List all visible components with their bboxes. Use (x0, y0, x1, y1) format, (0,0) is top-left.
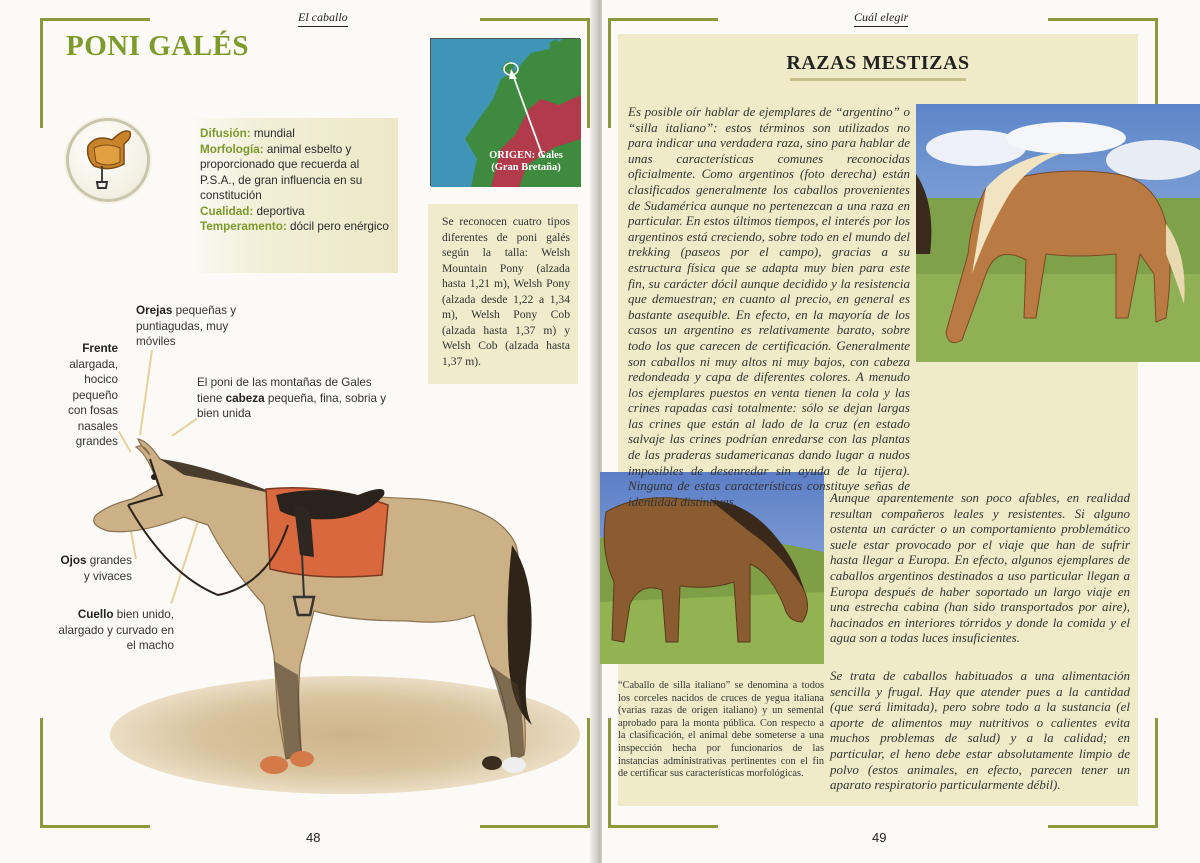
annotation-orejas: Orejas pequeñas y puntiagudas, muy móviles (136, 304, 237, 348)
annotation-cabeza: El poni de las montañas de Gales tiene cabeza pequeña, fina, sobria y bien unida (197, 376, 387, 420)
page-number-right: 49 (872, 830, 887, 845)
photo-argentino-horse (916, 104, 1200, 362)
page-number-left: 48 (306, 830, 321, 845)
saddle-icon (66, 118, 150, 202)
photo-caption: “Caballo de silla italiano” se denomina a todos los corceles nacidos de cruces de yegua italiana (varias razas de origen italiano) y un semental aprobado para la monta pública. Con respecto a la clasificación, el animal debe someterse a una inspección hecha por funcionarios de las instancias administrativas pertinentes con el fin de certificar sus características morfológicas. (618, 680, 824, 780)
annotation-ojos: Ojos grandes y vivaces (60, 554, 132, 583)
annotation-cuello: Cuello bien unido, alargado y curvado en el macho (58, 608, 174, 652)
annotation-frente: Frente alargada, hocico pequeño con fosas nasales grandes (67, 342, 118, 448)
article-paragraph-2: Aunque aparentemente son poco afables, en realidad resultan compañeros leales y resistentes. Si alguno ostenta un carácter o un comportamiento problemático suele estar provocado por el viaje que han de sufrir hasta llegar a Europa. En efecto, algunos ejemplares de caballos argentinos destinados a uso particular llegan a Europa después de haber soportado un largo viaje en una estrecha cabina (han sido transportados por aire), hacinados en interiores tórridos y donde la comida y el agua son a todas luces insuficientes. (830, 490, 1130, 646)
article-paragraph-3: Se trata de caballos habituados a una alimentación sencilla y frugal. Hay que atender pues a la cantidad (que será limitada), pero sobre todo a la sustancia (el aporte de alimentos muy nutritivos o calientes evita muchos problemas de salud) y a la calidad; en particular, el heno debe estar absolutamente limpio de polvo (estos animales, en efecto, parecen tener un aparato respiratorio particularmente débil). (830, 668, 1130, 793)
section-title: RAZAS MESTIZAS (786, 52, 970, 74)
fact-item: Temperamento: dócil pero enérgico (200, 220, 389, 233)
article-paragraph-1-part: Es posible oír hablar de ejemplares de “argentino” o “silla italiano”: estos términos son utilizados no para indicar una verdadera raza, sino para hablar de unas características comunes reconocidas oficialmente. Como argentinos (foto derecha) están clasificados generalmente los caballos provenientes de Sudamérica aunque no pertenezcan a una raza en particular. En estos últimos tiempos, el interés por los argentinos está creciendo, sobre todo en el mundo del trekking (paseos por el campo), gracias a su estructura física que se adapta muy bien para este fin, su carácter dócil aunque decidido y la resistencia que demuestran; en cuanto al precio, en general es bastante asequible. En efecto, en la mayoría de los casos un argentino es relativamente barato, sobre todo los que carecen de certificación. Generalmente son caballos ni muy altos ni muy bajos, con cabeza redondeada y capa de diferentes colores. A menudo los ejemplares puestos en venta tienen la cola y las crines rapadas casi totalmente: sólo se dejan largas las crines que están al lado de la cruz (en estado salvaje las crines podrían enredarse con las plantas de las praderas sudamericanas dando lugar a nudos imposibles de desenredar sin ayuda de la tijera). Ninguna de estas características constituye señas de identidad distintivas. (628, 104, 910, 509)
running-head-right: Cuál elegir (854, 10, 908, 27)
leader-line (139, 350, 152, 435)
sizes-info-box: Se reconocen cuatro tipos diferentes de poni galés según la talla: Welsh Mountain Pony (alzada hasta 1,21 m), Welsh Pony (alzada desde 1,22 a 1,34 m), Welsh Pony Cob (alzada hasta 1,37 m) y Welsh Cob (alzada hasta 1,37 m). (428, 204, 578, 384)
facts-box (188, 118, 398, 273)
page-title: PONI GALÉS (66, 30, 250, 62)
fact-item: Difusión: mundial (200, 127, 295, 140)
welsh-pony-illustration (88, 425, 548, 785)
left-page (0, 0, 598, 863)
title-underline (790, 78, 966, 81)
running-head-left: El caballo (298, 10, 348, 27)
fact-item: Cualidad: deportiva (200, 204, 305, 218)
map-caption: ORIGEN: Gales (Gran Bretaña) (489, 150, 563, 173)
fact-item: Morfología: animal esbelto y proporcionado que recuerda al P.S.A., de gran influencia en su constitución (200, 142, 363, 202)
